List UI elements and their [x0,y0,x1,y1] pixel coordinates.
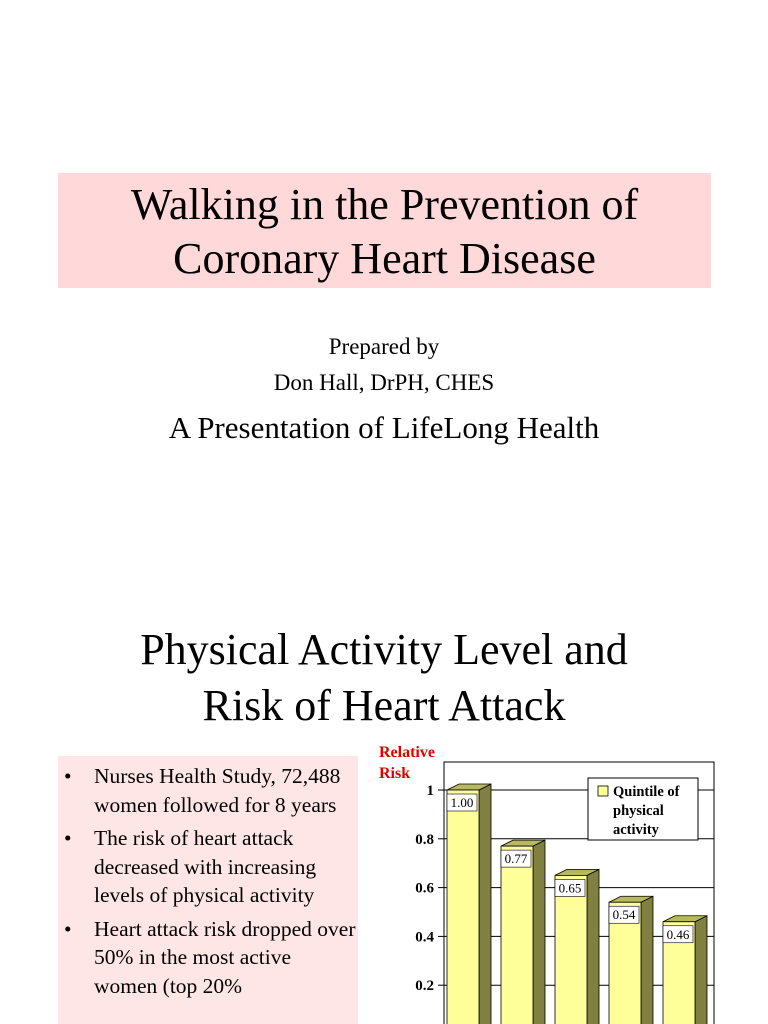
legend-swatch [598,786,608,796]
bar [555,875,587,1024]
data-label: 0.46 [666,926,690,942]
relative-risk-bar-chart [372,736,768,1024]
bullet-item [58,915,358,1001]
y-axis-title-line1: Relative [379,744,435,761]
slide1-title-line2: Coronary Heart Disease [173,234,596,283]
slide2-title-line1: Physical Activity Level and [140,625,628,674]
legend-label-line3: activity [613,822,659,838]
data-label: 1.00 [450,795,474,810]
legend-label-line1: Quintile of [613,784,680,800]
bar-side [533,840,545,1024]
bullet-dot-icon: • [64,916,72,941]
bullet-dot-icon: • [64,764,72,788]
bullet-dot-icon: • [64,826,72,850]
bullet-text: Heart attack risk dropped over 50% in the most active women (top 20% [94,916,356,998]
bar-side [587,869,599,1024]
bar-side [695,916,707,1024]
bullet-box [58,756,358,1024]
bar [501,846,533,1024]
y-tick-label: 0.2 [415,978,434,995]
y-tick-label: 1 [426,783,434,799]
author-name: Don Hall, DrPH, CHES [273,370,495,395]
bar [447,790,479,1024]
legend-label-line2: physical [613,803,664,819]
y-axis-title-line2: Risk [379,765,411,782]
slide1-title [58,178,711,286]
bar-side [479,784,491,1024]
data-label: 0.54 [612,907,636,923]
y-tick-label: 0.4 [415,929,434,946]
bullet-text: Nurses Health Study, 72,488 women followed for 8 years [94,764,341,817]
data-label: 0.77 [504,851,528,867]
slide2-title-line2: Risk of Heart Attack [202,681,566,730]
bullet-item [58,824,358,910]
bullet-item [58,762,358,819]
prepared-by: Prepared by [328,334,440,359]
slide1-title-line1: Walking in the Prevention of [130,180,639,229]
bullet-text: The risk of heart attack decreased with increasing levels of physical activity [94,826,317,907]
data-label: 0.65 [558,880,582,896]
slide2-title [0,622,768,734]
bar-side [641,896,653,1024]
y-tick-label: 0.8 [415,831,434,848]
bullet-list [58,756,358,1000]
presentation-line: A Presentation of LifeLong Health [168,410,600,445]
y-tick-label: 0.6 [415,880,434,897]
